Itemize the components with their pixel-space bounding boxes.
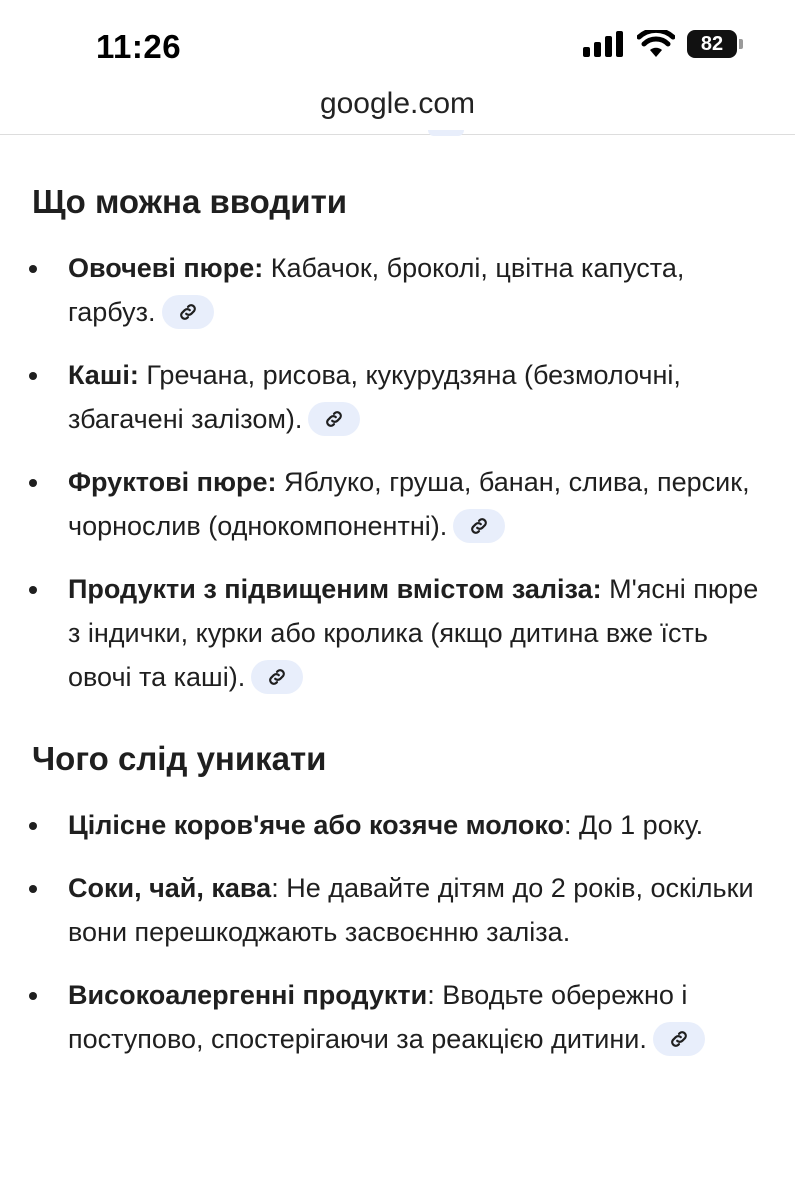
- item-text: Кабачок, броколі, цвітна капуста, гарбуз.: [68, 253, 685, 327]
- url-divider: [0, 134, 795, 135]
- link-icon: [266, 666, 288, 688]
- item-term: Продукти з підвищеним вмістом заліза:: [68, 574, 602, 604]
- ai-overview-content: [0, 180, 795, 1080]
- source-link-button[interactable]: [653, 1022, 705, 1056]
- item-term: Овочеві пюре:: [68, 253, 264, 283]
- item-term: Фруктові пюре:: [68, 467, 277, 497]
- source-link-button[interactable]: [308, 402, 360, 436]
- url-bar[interactable]: google.com: [319, 87, 476, 120]
- list-item: [0, 246, 795, 334]
- list-item: [0, 973, 795, 1061]
- link-icon: [468, 515, 490, 537]
- link-icon: [177, 301, 199, 323]
- item-text: Гречана, рисова, кукурудзяна (безмолочні, збагачені залізом).: [68, 360, 681, 434]
- battery-level: 82: [700, 32, 724, 55]
- item-term: Каші:: [68, 360, 139, 390]
- item-term: Високоалергенні продукти: [68, 980, 428, 1010]
- source-link-button[interactable]: [453, 509, 505, 543]
- list-item: [0, 567, 795, 699]
- item-text: : Вводьте обережно і поступово, спостерігаючи за реакцією дитини.: [68, 980, 688, 1054]
- cellular-signal-icon: [583, 31, 625, 57]
- status-bar: [0, 0, 795, 90]
- avoid-foods-list: [0, 803, 795, 1061]
- list-item: [0, 803, 795, 847]
- item-text: Яблуко, груша, банан, слива, персик, чорнослив (однокомпонентні).: [68, 467, 750, 541]
- list-item: [0, 460, 795, 548]
- battery-icon: [687, 30, 737, 58]
- section-heading-avoid: Чого слід уникати: [32, 740, 327, 777]
- item-text: : До 1 року.: [564, 810, 704, 840]
- section-heading-allowed: Що можна вводити: [32, 183, 348, 220]
- item-term: Цілісне коров'яче або козяче молоко: [68, 810, 565, 840]
- item-term: Соки, чай, кава: [68, 873, 272, 903]
- item-text: М'ясні пюре з індички, курки або кролика (якщо дитина вже їсть овочі та каші).: [68, 574, 759, 692]
- scroll-hint: [428, 130, 464, 136]
- status-icons: [583, 30, 737, 58]
- link-icon: [323, 408, 345, 430]
- link-icon: [668, 1028, 690, 1050]
- allowed-foods-list: [0, 246, 795, 699]
- source-link-button[interactable]: [162, 295, 214, 329]
- list-item: [0, 353, 795, 441]
- status-time: 11:26: [96, 28, 182, 65]
- list-item: [0, 866, 795, 954]
- item-text: : Не давайте дітям до 2 років, оскільки вони перешкоджають засвоєнню заліза.: [68, 873, 754, 947]
- wifi-icon: [637, 30, 675, 58]
- source-link-button[interactable]: [251, 660, 303, 694]
